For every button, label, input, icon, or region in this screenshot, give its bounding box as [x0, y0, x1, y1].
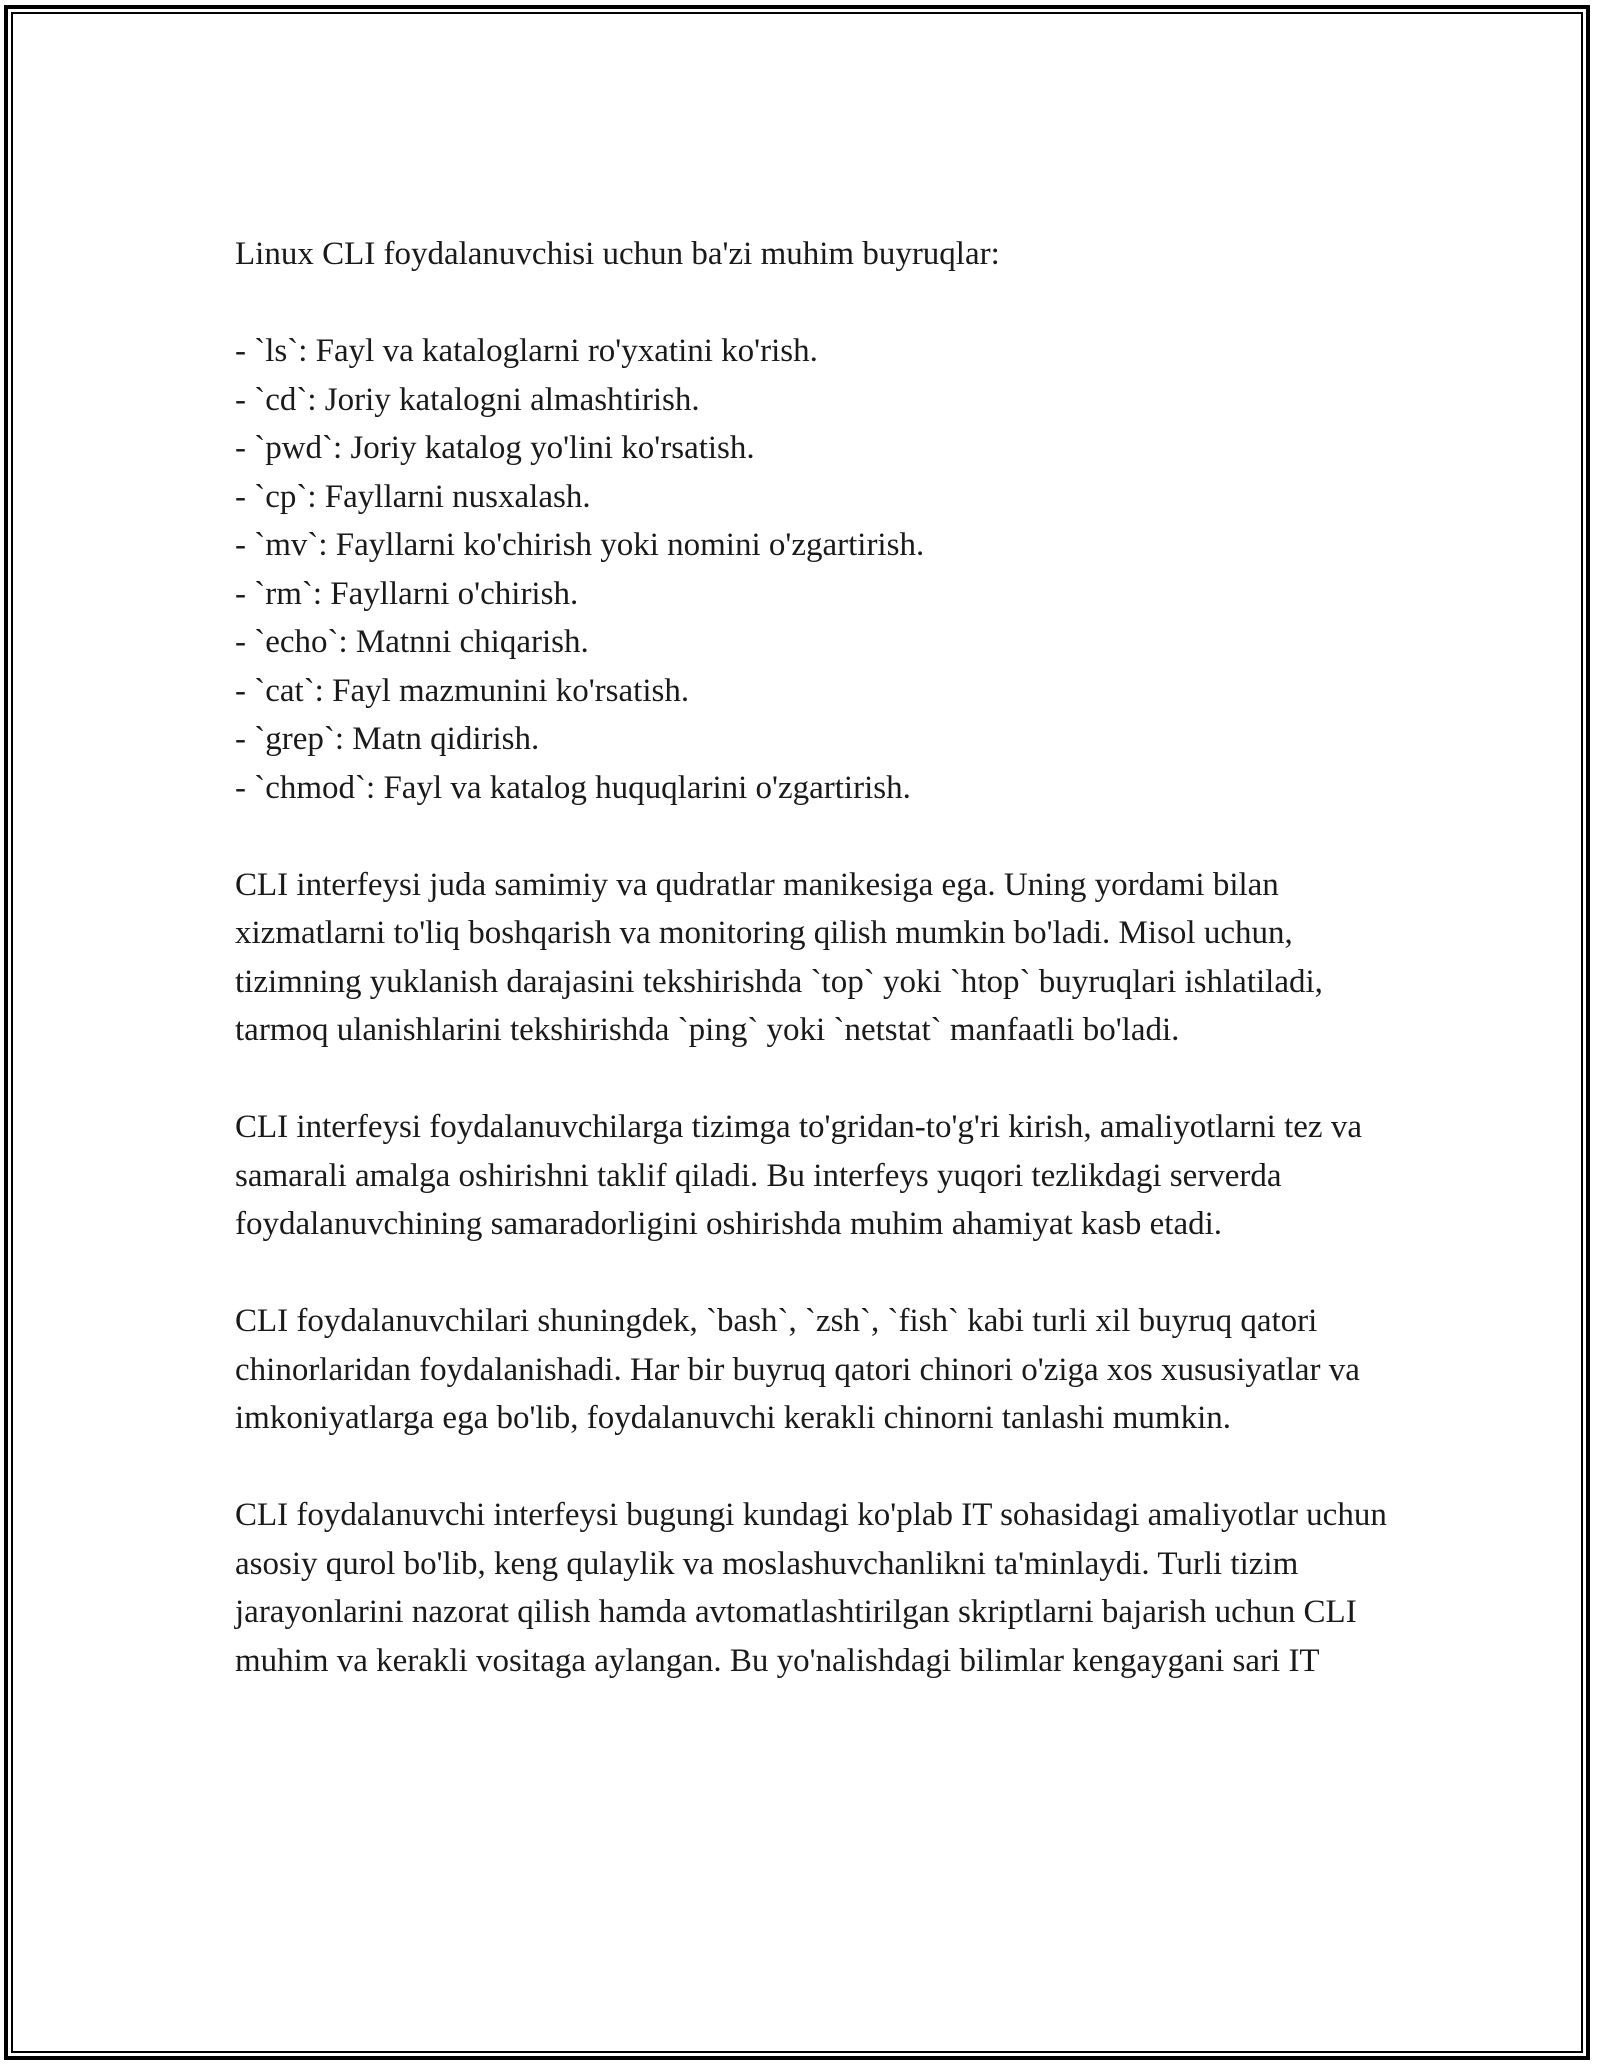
intro-text: Linux CLI foydalanuvchisi uchun ba'zi muhim buyruqlar:	[235, 236, 1000, 272]
command-item-cd: - `cd`: Joriy katalogni almashtirish.	[235, 381, 700, 418]
command-item-grep: - `grep`: Matn qidirish.	[235, 721, 540, 757]
command-item-cat: - `cat`: Fayl mazmunini ko'rsatish.	[235, 672, 690, 709]
paragraph-cli-capabilities: CLI interfeysi juda samimiy va qudratlar manikesiga ega. Uning yordami bilan xizmatlarni to'liq boshqarish va monitoring qilish mumkin bo'ladi. Misol uchun, tizimning yuklanish darajasini tekshirishda `top` yoki `htop` buyruqlari ishlatiladi, tarmoq ulanishlarini tekshirishda `ping` yoki `netstat` manfaatli bo'ladi.	[235, 866, 1323, 1048]
command-list	[235, 327, 1395, 812]
command-item-chmod: - `chmod`: Fayl va katalog huquqlarini o'zgartirish.	[235, 769, 911, 806]
command-item-mv: - `mv`: Fayllarni ko'chirish yoki nomini o'zgartirish.	[235, 527, 925, 563]
paragraph-cli-direct-access: CLI interfeysi foydalanuvchilarga tizimga to'gridan-to'g'ri kirish, amaliyotlarni tez va samarali amalga oshirishni taklif qiladi. Bu interfeys yuqori tezlikdagi serverda foydalanuvchining samaradorligini oshirishda muhim ahamiyat kasb etadi.	[235, 1109, 1362, 1242]
command-item-pwd: - `pwd`: Joriy katalog yo'lini ko'rsatish.	[235, 430, 755, 466]
command-item-echo: - `echo`: Matnni chiqarish.	[235, 624, 589, 660]
command-item-rm: - `rm`: Fayllarni o'chirish.	[235, 575, 579, 612]
command-item-ls: - `ls`: Fayl va kataloglarni ro'yxatini ko'rish.	[235, 333, 818, 369]
paragraph-cli-shells: CLI foydalanuvchilari shuningdek, `bash`, `zsh`, `fish` kabi turli xil buyruq qatori chinorlaridan foydalanishadi. Har bir buyruq qatori chinori o'ziga xos xususiyatlar va imkoniyatlarga ega bo'lib, foydalanuvchi kerakli chinorni tanlashi mumkin.	[235, 1303, 1360, 1436]
document-body	[235, 230, 1395, 1734]
command-item-cp: - `cp`: Fayllarni nusxalash.	[235, 478, 591, 515]
paragraph-cli-it-tool: CLI foydalanuvchi interfeysi bugungi kundagi ko'plab IT sohasidagi amaliyotlar uchun asosiy qurol bo'lib, keng qulaylik va moslashuvchanlikni ta'minlaydi. Turli tizim jarayonlarini nazorat qilish hamda avtomatlashtirilgan skriptlarni bajarish uchun CLI muhim va kerakli vositaga aylangan. Bu yo'nalishdagi bilimlar kengaygani sari IT	[235, 1497, 1387, 1679]
